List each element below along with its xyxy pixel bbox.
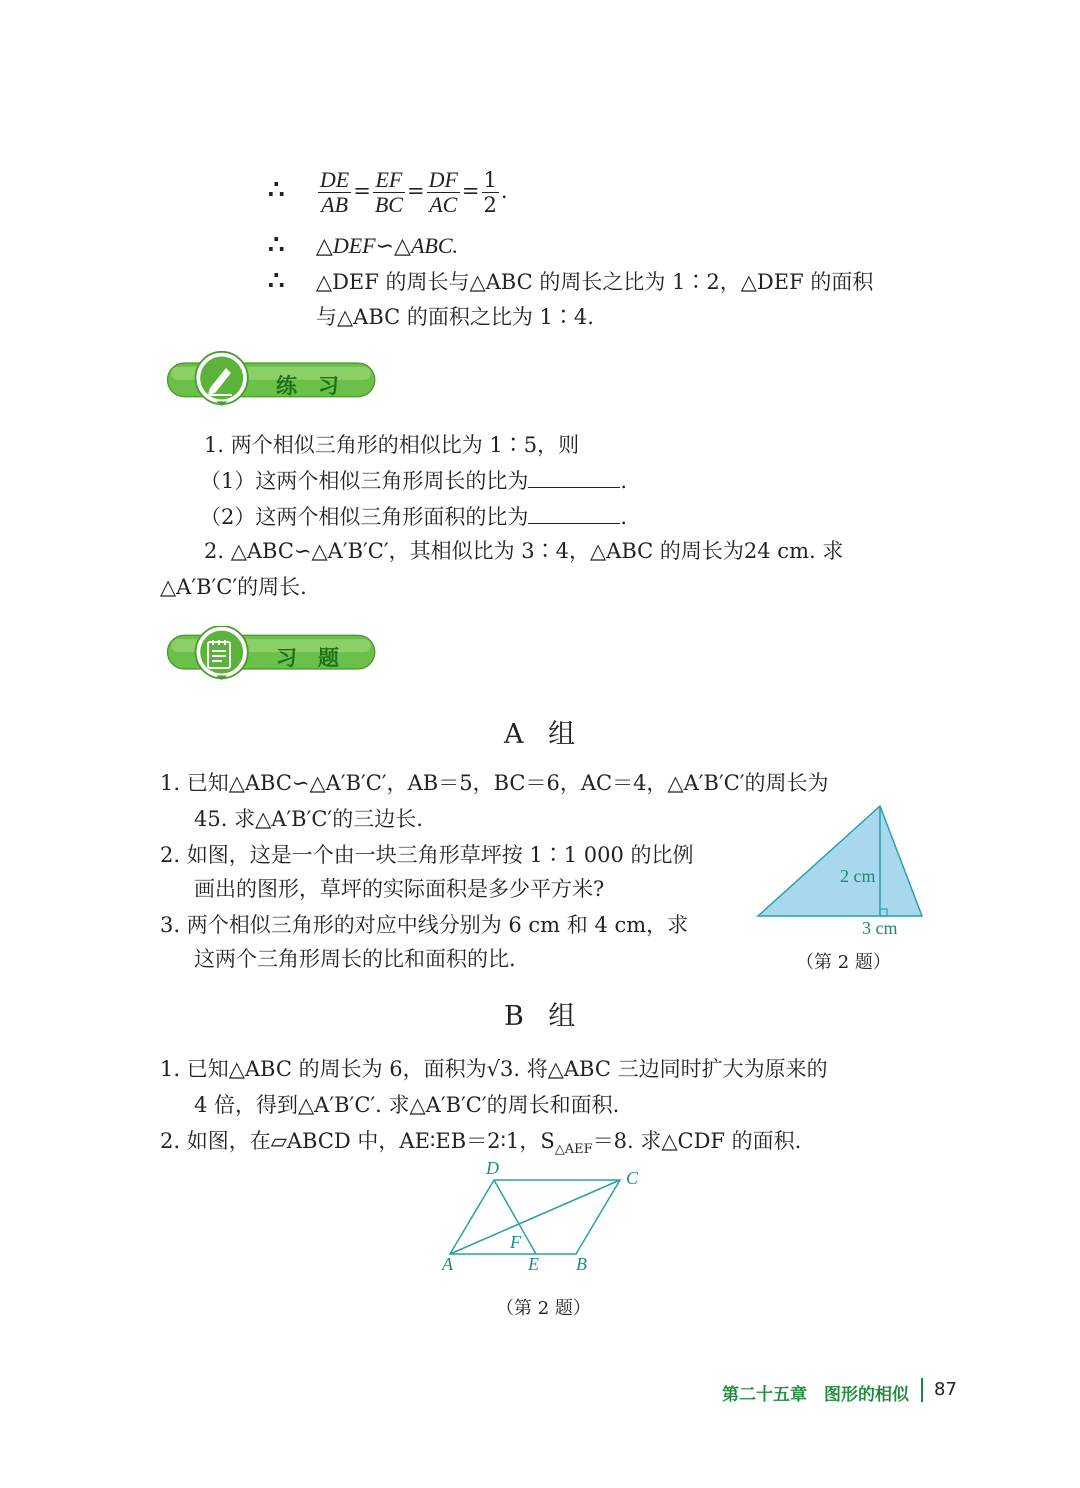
practice-banner (158, 350, 388, 410)
group-a-q1-line2: 45. 求△A′B′C′的三边长. (194, 807, 423, 831)
fraction-de-ab: $\frac{DE}{AB}$ (319, 167, 350, 217)
practice-q1-a: （1）这两个相似三角形周长的比为 . (200, 469, 628, 493)
height-label: 2 cm (840, 866, 876, 886)
fraction-ef-bc: $\frac{EF}{BC}$ (374, 167, 403, 217)
solution-line-4: 与△ABC 的面积之比为 1∶4. (316, 305, 594, 329)
figure-caption-b: （第 2 题） (496, 1298, 591, 1319)
practice-q2-line2: △A′B′C′的周长. (160, 575, 307, 599)
practice-q1-b: （2）这两个相似三角形面积的比为 . (200, 505, 628, 529)
therefore-symbol: ∴ (268, 175, 285, 205)
page-number: 87 (934, 1379, 957, 1400)
parallelogram-figure (430, 1156, 660, 1326)
solution-line-3 (268, 266, 873, 297)
solution-line-1: ∴ $\frac{DE}{AB}$ = $\frac{EF}{BC}$ = $\frac{DF}{AC}$ = $\frac{1}{2}$ . (268, 167, 508, 217)
group-a-q3-line2: 这两个三角形周长的比和面积的比. (194, 947, 516, 971)
practice-banner-label: 练 习 (276, 374, 339, 398)
footer-divider (921, 1378, 923, 1402)
group-a-q3-line1: 3. 两个相似三角形的对应中线分别为 6 cm 和 4 cm，求 (160, 913, 689, 937)
practice-q1-intro: 1. 两个相似三角形的相似比为 1∶5，则 (204, 433, 580, 457)
group-b-q1-line1: 1. 已知△ABC 的周长为 6，面积为√3. 将△ABC 三边同时扩大为原来的 (160, 1057, 828, 1081)
area-subscript: △AEF (554, 1142, 593, 1158)
exercises-banner (158, 626, 388, 686)
point-f-label: F (510, 1232, 521, 1252)
vertex-b-label: B (576, 1254, 587, 1274)
answer-blank[interactable] (528, 503, 620, 524)
similarity-statement: △DEF∽△ABC. (315, 233, 459, 258)
notepad-icon (205, 638, 233, 670)
therefore-symbol: ∴ (268, 230, 285, 260)
group-a-q2-line2: 画出的图形，草坪的实际面积是多少平方米? (194, 877, 605, 901)
ratio-statement: △DEF 的周长与△ABC 的周长之比为 1∶2，△DEF 的面积 (315, 270, 874, 294)
figure-caption-a: （第 2 题） (796, 952, 891, 973)
footer-chapter: 第二十五章 图形的相似 (722, 1385, 909, 1405)
pencil-icon (204, 362, 234, 396)
base-label: 3 cm (862, 918, 898, 938)
triangle-figure (750, 800, 940, 980)
vertex-d-label: D (486, 1158, 499, 1178)
group-b-q1-line2: 4 倍，得到△A′B′C′. 求△A′B′C′的周长和面积. (194, 1093, 620, 1117)
group-b-q2: 2. 如图，在▱ABCD 中，AE∶EB＝2∶1，$S_{\triangle AEF}=8$. 求△CDF 的面积. (160, 1129, 802, 1158)
fraction-one-half: $\frac{1}{2}$ (483, 168, 497, 217)
exercises-banner-label: 习 题 (276, 646, 339, 670)
solution-line-2 (268, 230, 458, 261)
therefore-symbol: ∴ (268, 266, 285, 296)
group-a-q2-line1: 2. 如图，这是一个由一块三角形草坪按 1∶1 000 的比例 (160, 843, 694, 867)
vertex-a-label: A (442, 1254, 453, 1274)
group-b-title: B 组 (504, 1001, 584, 1032)
practice-q2-line1: 2. △ABC∽△A′B′C′，其相似比为 3∶4，△ABC 的周长为24 cm. 求 (204, 539, 844, 563)
vertex-c-label: C (626, 1168, 639, 1188)
point-e-label: E (528, 1254, 539, 1274)
group-a-q1-line1: 1. 已知△ABC∽△A′B′C′，AB＝5，BC＝6，AC＝4，△A′B′C′的周长为 (160, 771, 829, 795)
answer-blank[interactable] (528, 467, 620, 488)
fraction-df-ac: $\frac{DF}{AC}$ (428, 167, 458, 217)
group-a-title: A 组 (504, 719, 584, 750)
